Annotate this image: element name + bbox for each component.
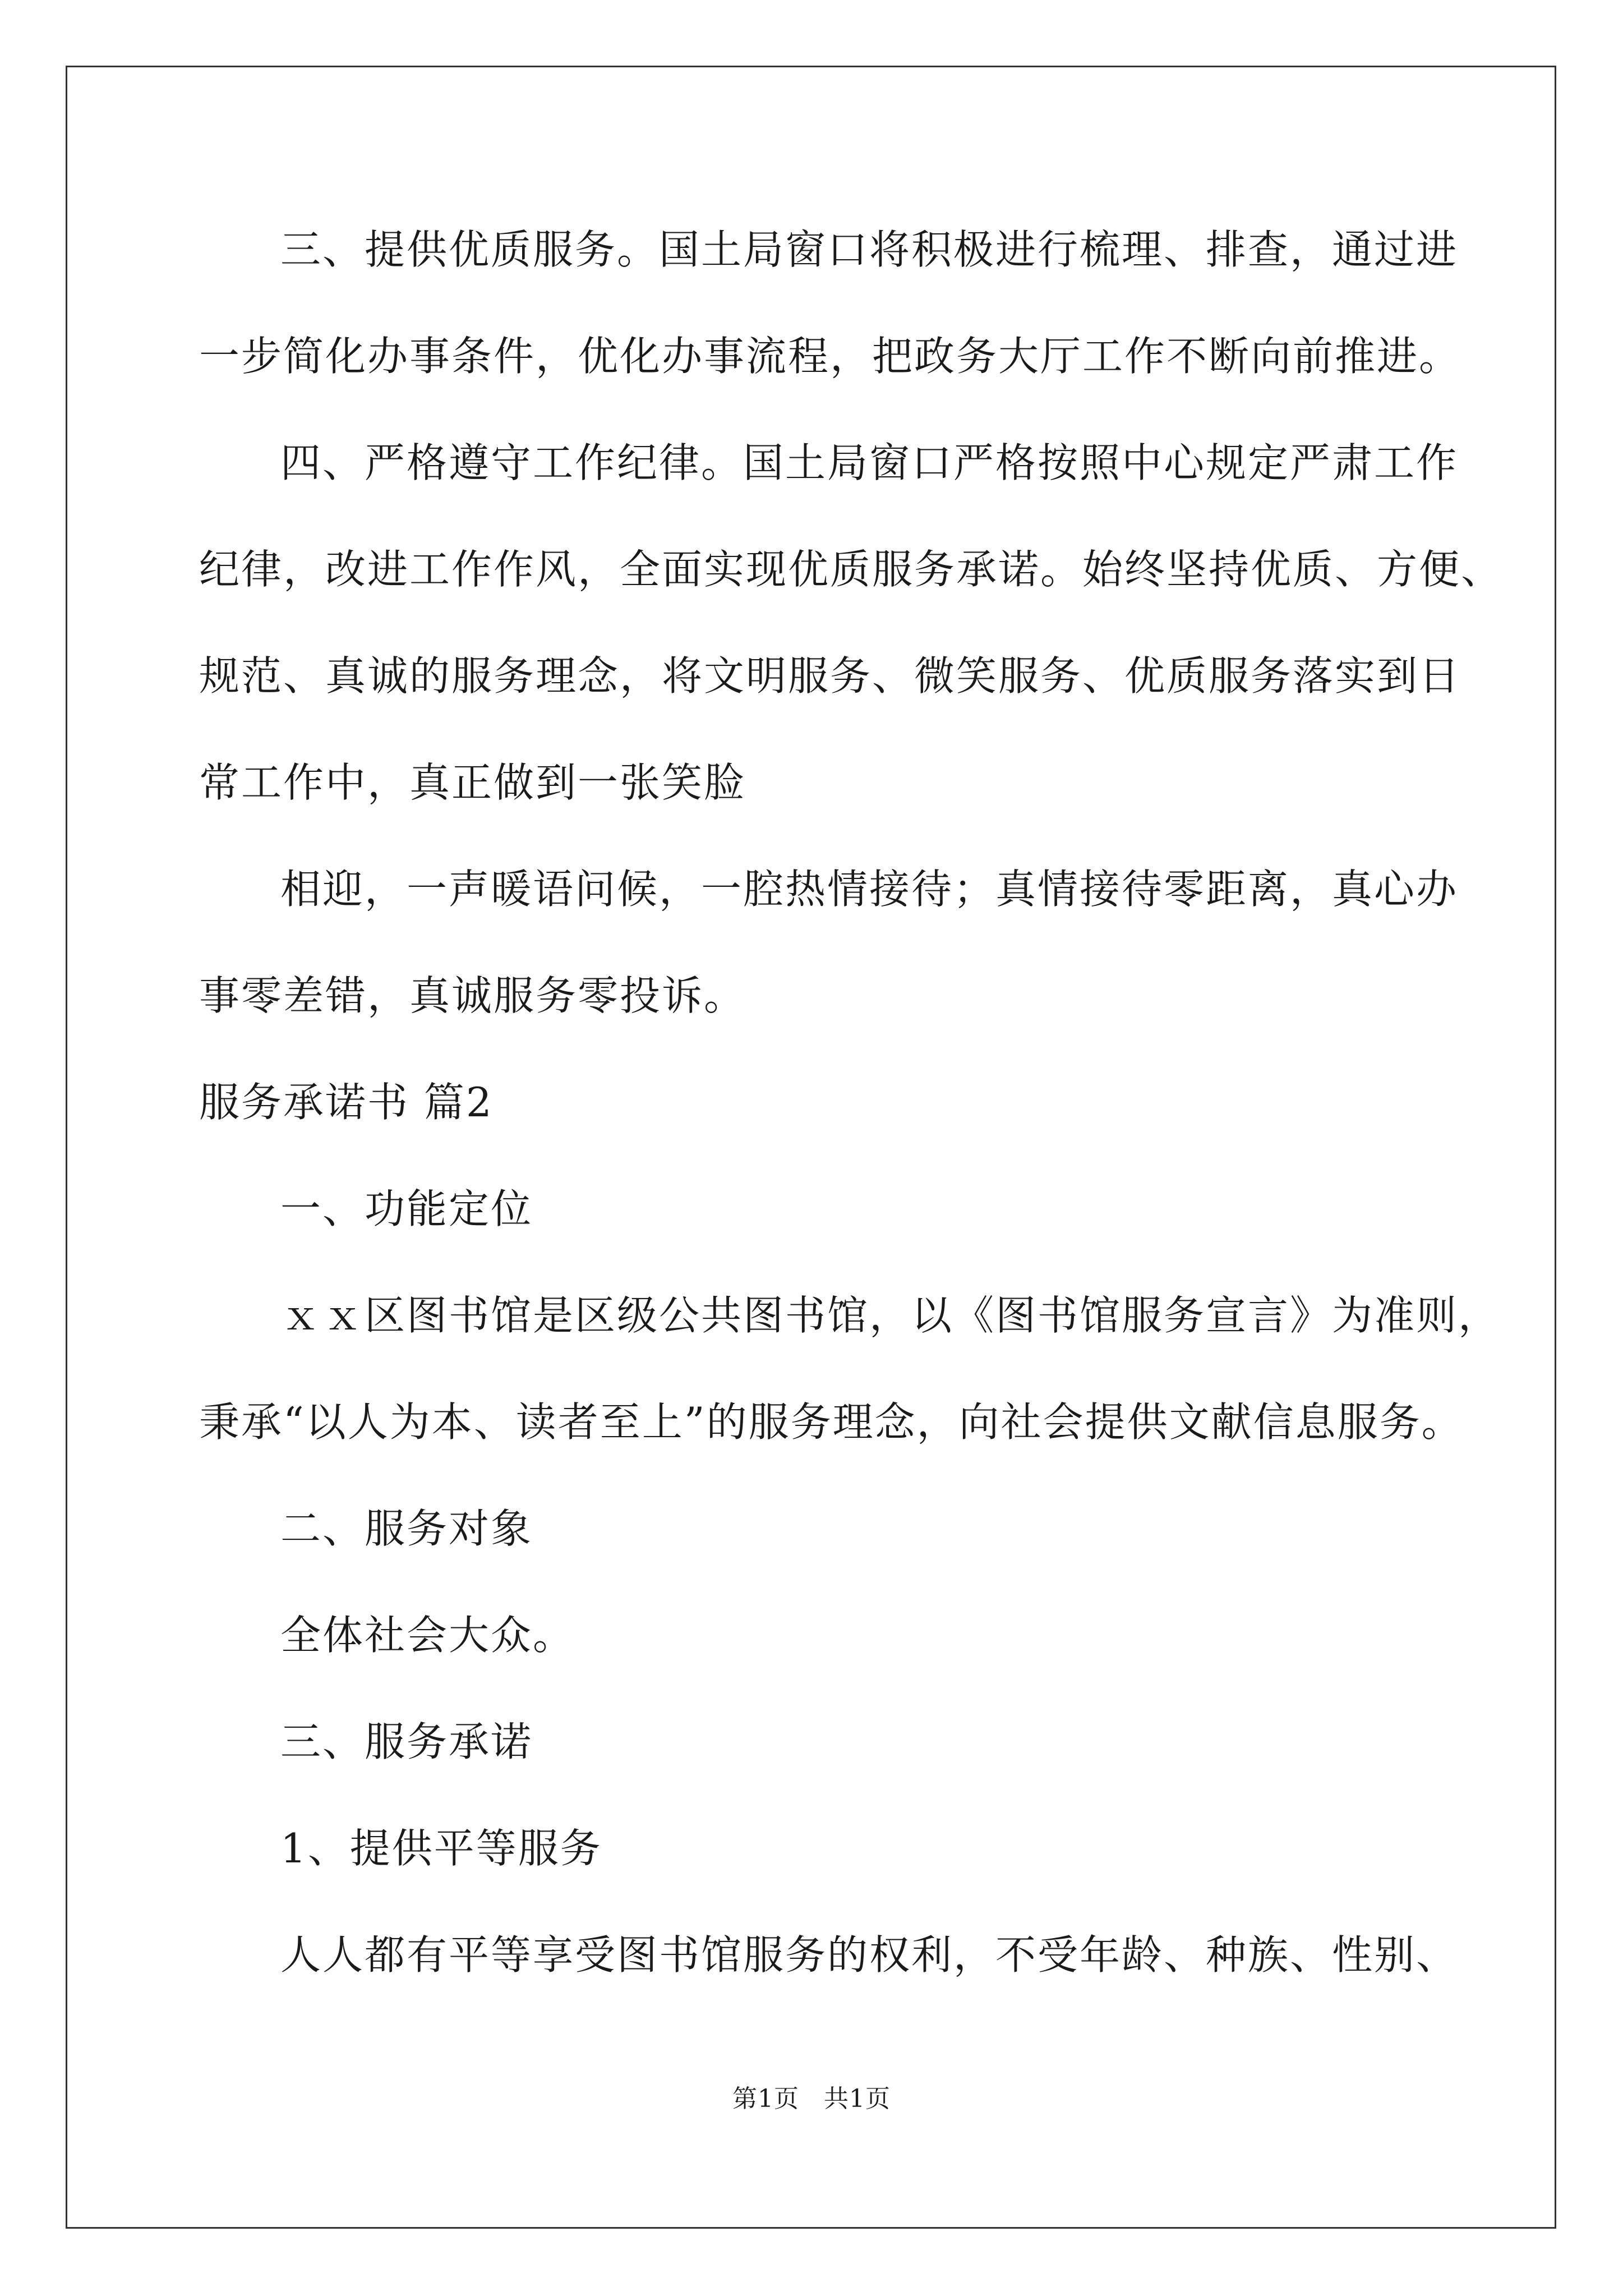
paragraph-line: 1、提供平等服务	[280, 1825, 602, 1872]
page-footer	[0, 2078, 1623, 2114]
paragraph-line: 常工作中，真正做到一张笑脸	[199, 759, 746, 806]
paragraph-line: 纪律，改进工作作风，全面实现优质服务承诺。始终坚持优质、方便、	[199, 546, 1504, 593]
paragraph-line: 规范、真诚的服务理念，将文明服务、微笑服务、优质服务落实到日	[199, 652, 1461, 700]
paragraph-line: 全体社会大众。	[280, 1612, 575, 1659]
paragraph-line: 一步简化办事条件，优化办事流程，把政务大厅工作不断向前推进。	[199, 333, 1461, 380]
paragraph-line: ｘｘ区图书馆是区级公共图书馆，以《图书馆服务宣言》为准则，	[280, 1292, 1501, 1339]
page-border	[66, 66, 1556, 2229]
paragraph-line: 事零差错，真诚服务零投诉。	[199, 972, 746, 1019]
section-heading: 服务承诺书 篇2	[199, 1079, 494, 1126]
paragraph-line: 三、服务承诺	[280, 1718, 533, 1765]
paragraph-line: 秉承“以人为本、读者至上”的服务理念，向社会提供文献信息服务。	[199, 1398, 1464, 1446]
paragraph-line: 四、严格遵守工作纪律。国土局窗口严格按照中心规定严肃工作	[280, 439, 1459, 486]
page-number: 第1页	[732, 2085, 799, 2113]
paragraph-line: 相迎，一声暖语问候，一腔热情接待；真情接待零距离，真心办	[280, 866, 1459, 913]
paragraph-line: 一、功能定位	[280, 1185, 533, 1232]
paragraph-line: 人人都有平等享受图书馆服务的权利，不受年龄、种族、性别、	[280, 1931, 1459, 1978]
paragraph-line: 三、提供优质服务。国土局窗口将积极进行梳理、排查，通过进	[280, 226, 1459, 273]
page-total: 共1页	[824, 2085, 891, 2113]
paragraph-line: 二、服务对象	[280, 1505, 533, 1552]
